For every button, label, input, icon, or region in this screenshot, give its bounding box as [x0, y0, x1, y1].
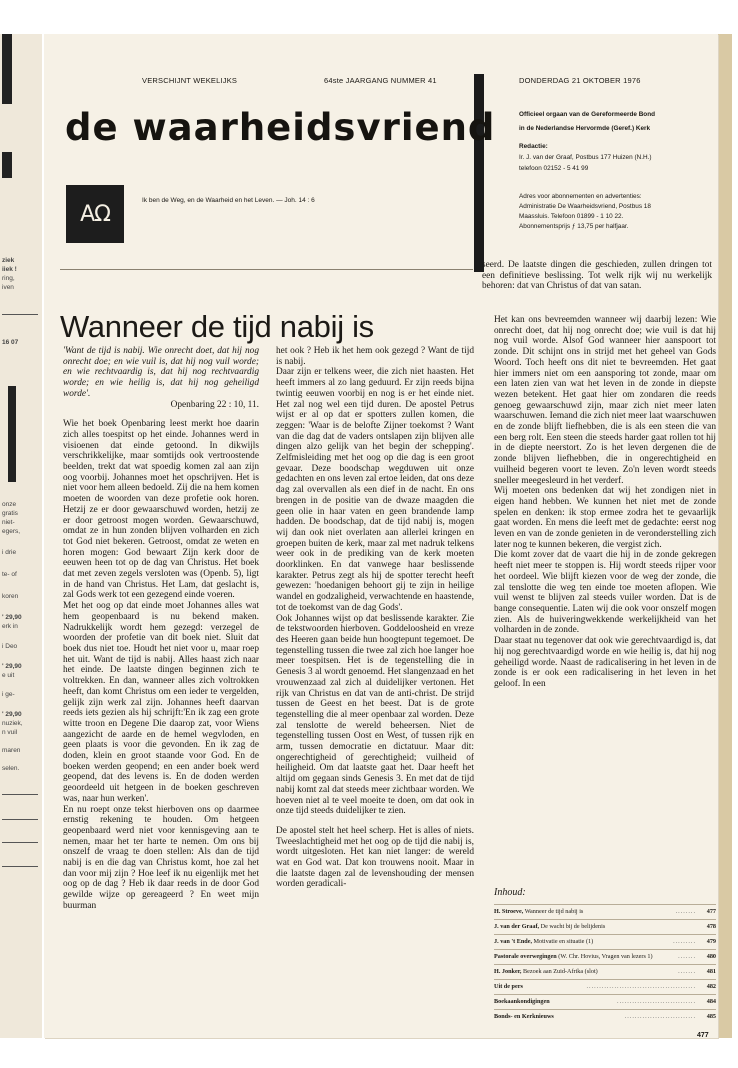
admin-line: Maassluis. Telefoon 01899 - 1 10 22. [519, 213, 624, 220]
admin-line: Administratie De Waarheidsvriend, Postbus 18 [519, 203, 651, 210]
paragraph: Ook Johannes wijst op dat beslissende karakter. Zie de tekstwoorden hierboven. Goddeloosheid en vreze des Heeren gaan beide hun hoogtepunt tegemoet. De tegenstelling tussen die twee zal zich hoe langer hoe meer toespitsen. Het is de tegenstelling die in Genesis 3 al wordt genoemd. Het slangenzaad en het vrouwenzaad zal zich al duidelijker vertonen. Het rijk van Christus en dat van de anti-christ. De strijd tussen de Geest en het beest. Dat is de grote tegenstelling die al meer openbaar zal worden. Deze zal tenslotte de wereld beheersen. Niet de tegenstelling tussen Oost en West, of tussen rijk en arm, tussen democratie en dictatuur. Maar dit: ongerechtigheid of gerechtigheid; vuilheid of heiligheid. Om dat laatste gaat het. Daar heeft het altijd om gegaan sinds Genesis 3. En met dat de tijd nabij komt zal dat steeds meer zichtbaar worden. We hoeven niet al te veel moeite te doen, om dat ook in onze tijd steeds duidelijker te zien. [276, 613, 474, 817]
article-column-2 [276, 346, 474, 890]
strip-fragment: te- of [2, 571, 17, 578]
page-edge [718, 34, 732, 1038]
paragraph: het ook ? Heb ik het hem ook gezegd ? Want de tijd is nabij. [276, 346, 474, 367]
article-headline: Wanneer de tijd nabij is [60, 309, 374, 344]
strip-fragment: i ge- [2, 691, 15, 698]
logo-text: AΩ [80, 201, 110, 227]
strip-fragment: nuziek, [2, 720, 23, 727]
alpha-omega-logo [66, 185, 124, 243]
toc-item: H. Jonker, Bezoek aan Zuid-Afrika (slot) ....... 481 [494, 964, 716, 979]
admin-line: Abonnementsprijs ƒ 13,75 per halfjaar. [519, 223, 629, 230]
strip-fragment: erk in [2, 623, 18, 630]
organ-line: Officieel orgaan van de Gereformeerde Bond [519, 111, 656, 118]
toc-item: Pastorale overwegingen (W. Chr. Hovius, Vragen van lezers 1) ....... 480 [494, 949, 716, 964]
toc-page: 480 [706, 953, 716, 960]
strip-fragment: iiek ! [2, 266, 17, 273]
divider [2, 866, 38, 867]
strip-fragment: ziek [2, 257, 15, 264]
table-of-contents [494, 887, 716, 1024]
organ-line: in de Nederlandse Hervormde (Geref.) Kerk [519, 125, 651, 132]
toc-item: H. Stroeve, Wanneer de tijd nabij is ........ 477 [494, 904, 716, 919]
divider [2, 819, 38, 820]
divider [2, 842, 38, 843]
strip-fragment: selen. [2, 765, 20, 772]
toc-page: 477 [706, 908, 716, 915]
admin-line: Adres voor abonnementen en advertenties: [519, 193, 642, 200]
masthead-rule [60, 269, 473, 270]
decorative-bar [2, 152, 12, 178]
paragraph: Daar staat nu tegenover dat ook wie gerechtvaardigd is, dat hij nog gerechtvaardigd worde en wie heilig is, dat hij nog geheiligd worde. Naast de radicalisering in het leven in de zonde is er ook een radicalisering in het leven in het geloof. In een [494, 636, 716, 689]
toc-item: Boekaankondigingen ............................... 484 [494, 994, 716, 1009]
frequency-label: VERSCHIJNT WEKELIJKS [142, 76, 238, 85]
strip-fragment: gratis [2, 510, 18, 517]
strip-fragment: e uit [2, 672, 15, 679]
strip-fragment: n vuil [2, 729, 18, 736]
divider [2, 314, 38, 315]
strip-fragment: 16 07 [2, 339, 19, 346]
paragraph: De apostel stelt het heel scherp. Het is alles of niets. Tweeslachtigheid met het oog op de tijd die nabij is, wordt uitgesloten. Het kan niet langer: de wereld wat en God wat. Dat kon trouwens nooit. Maar in die laatste dagen zal de levenshouding der mensen worden geradicali- [276, 825, 474, 890]
toc-page: 485 [706, 1013, 716, 1020]
divider [2, 794, 38, 795]
strip-fragment: ' 29,90 [2, 663, 22, 670]
masthead-divider-bar [474, 74, 484, 272]
paragraph: Het kan ons bevreemden wanneer wij daarbij lezen: Wie onrecht doet, dat hij nog onrecht doe; wie vuil is dat hij nog vuil worde. Alsof God wanneer hier aanspoort tot zonde. Dit schijnt ons in strijd met het geheel van Gods Woord. Toch heeft ons dit niet te bevreemden. Het gaat hier immers niet om een aansporing tot zonde, maar om een laten zien van wat het leven in de zonde in diepste wezen betekent. Het gaat hier om zondaren die reeds genoeg gewaarschuwd zijn, maar zich niet meer laten waarschuwen. Iemand die zich niet meer laat waarschuwen en de zonde blijft liefhebben, die is als een steen die van een berg rolt. Een steen die steeds harder gaat rollen tot hij in de diepte neerstort. Zo is het leven dergenen die de zonde blijven liefhebben, die in ongerechtigheid en vuilheid begeren voort te leven. Zo'n leven wordt steeds sneller meegesleurd in het verderf. [494, 315, 716, 486]
decorative-bar [2, 34, 12, 104]
strip-fragment: i Deo [2, 643, 18, 650]
issue-date: DONDERDAG 21 OKTOBER 1976 [519, 76, 641, 85]
toc-item: Uit de pers ........................................... 482 [494, 979, 716, 994]
toc-item: Bonds- en Kerknieuws ............................ 485 [494, 1009, 716, 1024]
redactie-line: Ir. J. van der Graaf, Postbus 177 Huizen (N.H.) [519, 154, 652, 161]
quote-reference: Openbaring 22 : 10, 11. [170, 399, 259, 410]
redactie-line: telefoon 02152 - 5 41 99 [519, 165, 589, 172]
strip-fragment: ' 29,90 [2, 711, 22, 718]
paragraph: seerd. De laatste dingen die geschieden, zullen dringen tot een definitieve beslissing. Tot welk rijk wij nu werkelijk behoren: dat van Christus of dat van satan. [482, 260, 712, 292]
toc-page: 478 [706, 923, 716, 930]
strip-fragment: egers, [2, 528, 21, 535]
toc-page: 484 [706, 998, 716, 1005]
strip-fragment: onze [2, 501, 17, 508]
paragraph: Daar zijn er telkens weer, die zich niet haasten. Het heeft immers al zo lang geduurd. Er zijn reeds bijna twintig eeuwen voorbij en nog is er het einde niet. Het zal nog wel een tijd duren. De apostel Petrus wijst er al op dat er spotters zullen komen, die zeggen: 'Waar is de belofte Zijner toekomst ? Want van die dag dat de vaders ontslapen zijn blijven alle dingen alzo gelijk van het begin der schepping'. Zelfmisleiding met het oog op die dag is een groot gevaar. Deze boodschap wegduwen uit onze gedachten en ons leven zal ertoe leiden, dat ons deze dag zal overvallen als een dief in de nacht. En ons brengen in de positie van de dwaze maagden die geen olie in haar vaten en geen brandende lamp hadden. De boodschap, dat de tijd nabij is, mogen wij dan ook niet overlaten aan allerlei kringen en groepen buiten de kerk, maar zal met nadruk telkens weer ook in de prediking van de kerk moeten doorklinken. En dat vanwege haar beslissende karakter. Petrus zegt als hij de spotter terecht heeft gewezen: 'hoedanigen behoort gij te zijn in heilige wandel en godzaligheid, verwachtende en haastende, tot de toekomst van de dag Gods'. [276, 367, 474, 613]
toc-item: J. van 't Ende, Motivatie en situatie (1) ......... 479 [494, 934, 716, 949]
motto: Ik ben de Weg, en de Waarheid en het Leven. — Joh. 14 : 6 [142, 197, 315, 204]
article-column-1 [63, 346, 259, 912]
adjacent-page-strip [0, 34, 42, 1038]
toc-page: 479 [706, 938, 716, 945]
article-column-3 [494, 315, 716, 690]
newspaper-title: de waarheidsvriend [65, 106, 496, 149]
decorative-bar [8, 386, 16, 482]
strip-fragment: i drie [2, 549, 17, 556]
strip-fragment: niet- [2, 519, 15, 526]
page-number: 477 [697, 1032, 709, 1038]
opening-quote: 'Want de tijd is nabij. Wie onrecht doet, dat hij nog onrecht doe; en wie vuil is, dat hij nog vuil worde; en wie rechtvaardig is, dat hij nog rechtvaardig worde; en wie heilig is, dat hij nog geheiligd worde'. [63, 346, 259, 399]
newspaper-page [44, 34, 718, 1038]
paragraph: Wij moeten ons bedenken dat wij het zondigen niet in eigen hand hebben. We kunnen het niet met de zonde spelen en denken: ik stop ermee zodra het te gevaarlijk gaat worden. En mens die leeft met de gedachte: eerst nog leven en van de zonde genieten in de veronderstelling zich later nog te kunnen bekeren, die vergist zich. [494, 486, 716, 550]
strip-fragment: koren [2, 593, 19, 600]
toc-page: 482 [706, 983, 716, 990]
toc-page: 481 [706, 968, 716, 975]
paragraph: En nu roept onze tekst hierboven ons op daarmee ernstig rekening te houden. Om hetgeen geopenbaard werd niet voor kennisgeving aan te nemen, maar het ter harte te nemen. Om ons bij onszelf de vraag te doen stellen: Als dan de tijd nabij is en die dag van Christus komt, hoe zal het dan voor mij zijn ? Hoe leef ik nu eigenlijk met het oog op de dag ? Heb ik daar reeds in de door God gewilde wijze op gereageerd ? En weet mijn buurman [63, 804, 259, 911]
volume-label: 64ste JAARGANG NUMMER 41 [324, 76, 437, 85]
contents-title: Inhoud: [494, 887, 526, 898]
toc-item: J. van der Graaf, De wacht bij de belijdenis 478 [494, 919, 716, 934]
strip-fragment: maren [2, 747, 21, 754]
paragraph: Wie het boek Openbaring leest merkt hoe daarin zich alles toespitst op het einde. Johannes werd in visioenen dat einde getoond. In dikwijls verschrikkelijke, maar somtijds ook vertroostende beelden, trekt dat wat spoedig komen zal aan zijn oog voorbij. Johannes moet het opschrijven. Het is niet voor hem alleen bedoeld. Zij die na hem komen moeten de woorden van deze profetie ook horen. Hetzij ze er door gewaarschuwd worden, hetzij ze er door getroost mogen worden. Gewaarschuwd, omdat ze in hun zonden blijven volharden en zich tot God niet bekeren. Getroost, omdat ze weten en horen mogen: God bewaart Zijn kerk door de eeuwen heen tot op de dag van Christus. Het boek dat met zeven zegels versloten was (Openb. 5), ligt in de hand van Christus. Het Lam, dat geslacht is, zal Gods werk tot een gezegend einde voeren. [63, 419, 259, 601]
strip-fragment: ring, [2, 275, 15, 282]
redactie-label: Redactie: [519, 143, 548, 150]
strip-fragment: iven [2, 284, 14, 291]
paragraph: Die komt zover dat de vaart die hij in de zonde gekregen heeft niet meer te stoppen is. Hij wordt steeds rijper voor het oordeel. Wie blijft kiezen voor de weg der zonde, die zal tenslotte die weg ten einde toe moeten aflopen. Wie vuil wenst te blijven zal steeds vuiler worden. Dat is de bange consequentie. Laten wij die ook voor onszelf mogen zien. Als de huiveringwekkende werkelijkheid van het volharden in de zonde. [494, 550, 716, 636]
paragraph: Met het oog op dat einde moet Johannes alles wat hem geopenbaard is nu bekend maken. Nadrukkelijk wordt hem gezegd: verzegel de woorden der profetie van dit boek niet. Sluit dat boek dus niet toe. Houdt het niet voor u, maar roep het uit. Want de tijd is nabij. Alles haast zich naar het einde. De laatste dingen beginnen zich te voltrekken. En dan, wanneer alles zich voltrokken heeft, dan komt Christus om een ieder te vergelden, gelijk zijn werk zal zijn. Johannes heeft daarvan reeds iets gezien als hij schrijft:'En ik zag een grote witte troon en Degene Die daarop zat, voor Wiens aangezicht de aarde en de hemel wegvloden, en geen plaats is voor die gevonden. En ik zag de doden, klein en groot staande voor God. En de boeken werden geopend; en een ander boek werd geopend, dat des levens is. En de doden werden geoordeeld uit hetgeen in de boeken geschreven was, naar hun werken'. [63, 601, 259, 804]
strip-fragment: ' 29,90 [2, 614, 22, 621]
article-top-right [482, 260, 712, 292]
